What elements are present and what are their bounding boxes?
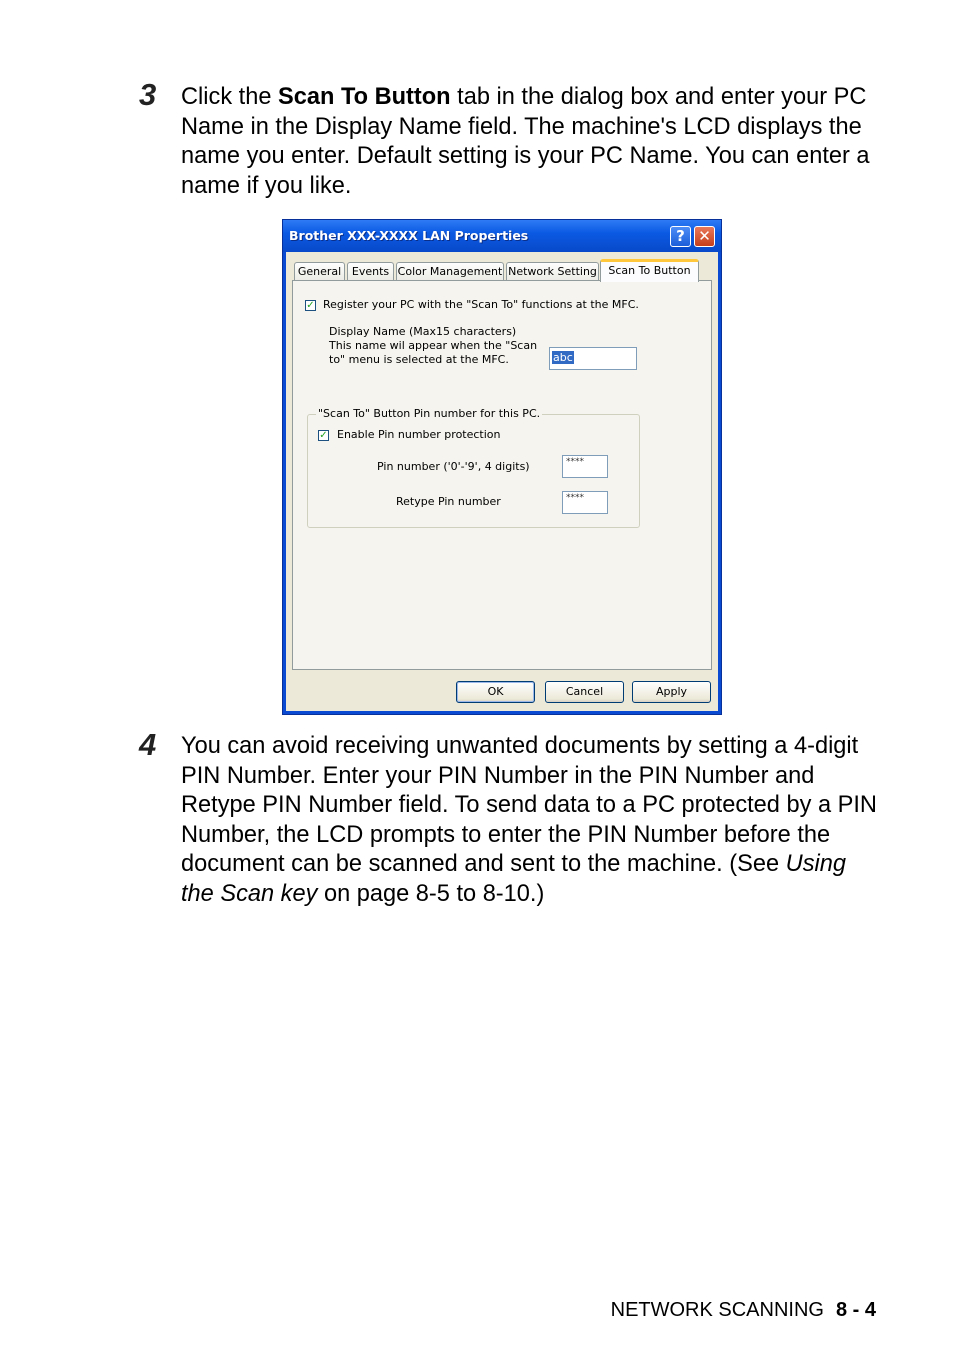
- close-button[interactable]: [694, 226, 715, 247]
- close-icon: ✕: [698, 227, 711, 245]
- page-footer: [611, 1299, 876, 1322]
- step-4-text: [181, 732, 881, 909]
- pin-groupbox: [307, 407, 640, 528]
- tab-scan-to-button[interactable]: Scan To Button: [600, 259, 699, 282]
- display-name-hint-1: This name wil appear when the "Scan: [329, 339, 538, 352]
- step-3-text-after: tab in the dialog box and enter your PC Name in the Display Name field. The machine's LCD displays the name you enter. Default setting is your PC Name. You can enter a name if you like.: [181, 84, 870, 199]
- retype-pin-input[interactable]: [562, 491, 608, 514]
- step-4-text-after: on page 8-5 to 8-10.): [317, 880, 545, 907]
- checkmark-icon: ✓: [306, 300, 315, 311]
- lan-properties-dialog: [282, 219, 722, 715]
- enable-pin-label: Enable Pin number protection: [337, 428, 501, 441]
- step-3-bold-text: Scan To Button: [278, 84, 451, 110]
- tab-general[interactable]: General: [294, 262, 345, 281]
- pin-number-label: Pin number ('0'-'9', 4 digits): [377, 460, 530, 473]
- footer-page-number: 8 - 4: [835, 1299, 876, 1321]
- pin-group-title: "Scan To" Button Pin number for this PC.: [318, 407, 541, 420]
- register-label: Register your PC with the "Scan To" functions at the MFC.: [323, 298, 639, 311]
- ok-button[interactable]: OK: [456, 681, 535, 703]
- dialog-client-area: [286, 252, 718, 711]
- step-4-italic-text: Using the Scan key: [181, 851, 846, 907]
- step-4-number: 4: [139, 727, 157, 762]
- step-4-text-before: You can avoid receiving unwanted documents by setting a 4-digit PIN Number. Enter your PIN Number in the PIN Number and Retype PIN Number field. To send data to a PC protected by a PIN Number, the LCD prompts to enter the PIN Number before the document can be scanned and sent to the machine. (See: [181, 733, 877, 877]
- tab-events[interactable]: Events: [347, 262, 394, 281]
- tab-color-management[interactable]: Color Management: [396, 262, 504, 281]
- display-name-hint-2: to" menu is selected at the MFC.: [329, 353, 509, 366]
- display-name-input[interactable]: [549, 347, 637, 370]
- cancel-button[interactable]: Cancel: [545, 681, 624, 703]
- help-icon: ?: [676, 227, 685, 245]
- step-3-number: 3: [139, 77, 157, 112]
- dialog-title: Brother XXX-XXXX LAN Properties: [289, 228, 529, 243]
- display-name-label: Display Name (Max15 characters): [329, 325, 517, 338]
- checkmark-icon: ✓: [319, 430, 328, 441]
- pin-number-input[interactable]: [562, 455, 608, 478]
- retype-pin-value: ****: [566, 493, 584, 503]
- apply-button[interactable]: Apply: [632, 681, 711, 703]
- step-3-text: [181, 83, 881, 201]
- step-3-text-before: Click the: [181, 84, 279, 110]
- retype-pin-label: Retype Pin number: [396, 495, 501, 508]
- register-checkbox[interactable]: [305, 300, 316, 311]
- dialog-titlebar[interactable]: [283, 220, 721, 252]
- footer-section: NETWORK SCANNING: [610, 1299, 824, 1321]
- tab-network-setting[interactable]: Network Setting: [506, 262, 599, 281]
- scan-to-button-page: [292, 280, 712, 670]
- display-name-value: abc: [553, 351, 573, 364]
- pin-number-value: ****: [566, 457, 584, 467]
- enable-pin-checkbox[interactable]: [318, 430, 329, 441]
- help-button[interactable]: [670, 226, 691, 247]
